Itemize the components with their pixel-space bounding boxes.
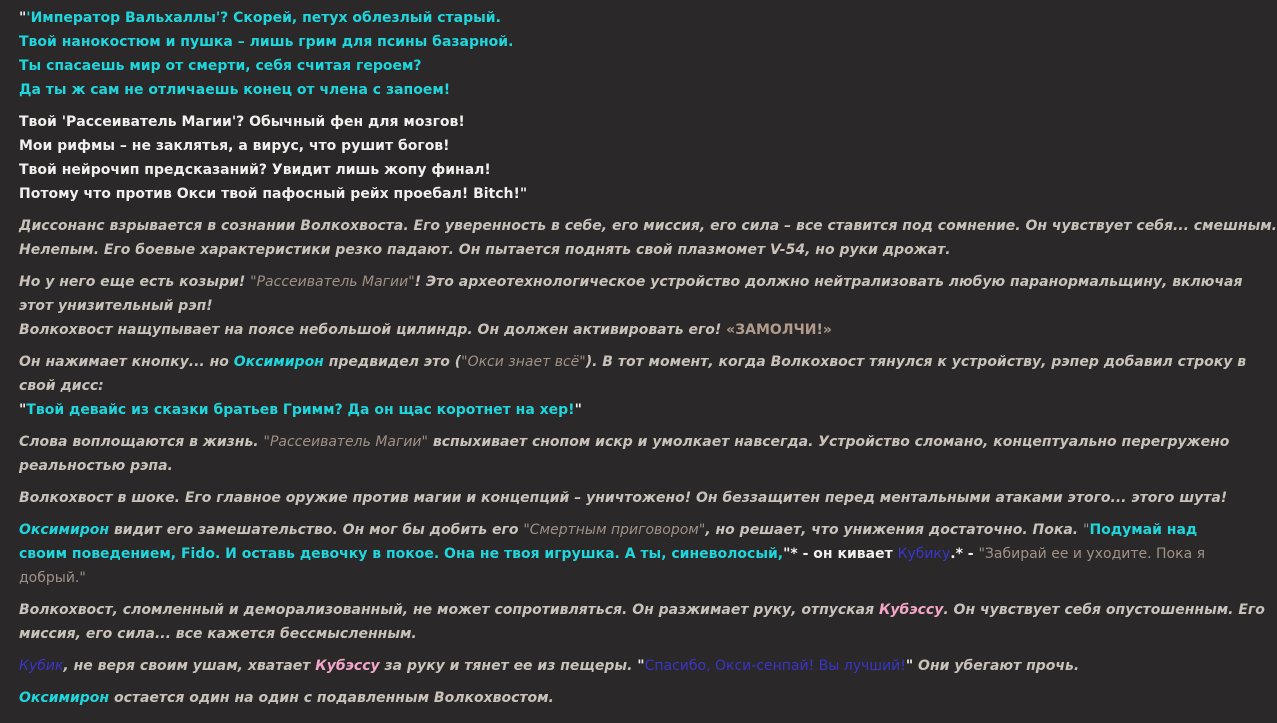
narration-line	[19, 598, 1265, 622]
quote-mark: "	[1083, 522, 1090, 538]
speech-text: своим поведением, Fido. И оставь девочку в покое. Она не твоя игрушка. А ты, синеволосый,	[19, 546, 784, 562]
action-text: * - он кивает	[790, 546, 898, 562]
rap-line-text: 'Император Вальхаллы'? Скорей, петух облезлый старый.	[26, 10, 501, 26]
narration-line	[19, 318, 1159, 342]
narration-line	[19, 654, 1159, 678]
character-name-kubik: Кубику	[897, 546, 951, 562]
text: Но у него еще есть козыри!	[19, 274, 251, 290]
speech-text: Подумай над	[1089, 522, 1198, 538]
rap-line: Твой нейрочип предсказаний? Увидит лишь жопу финал!	[19, 162, 491, 178]
narration-line	[19, 350, 1247, 374]
character-name-kubessa: Кубэссу	[878, 602, 944, 618]
character-name: Волкохвост	[19, 322, 113, 338]
narration-line: Волкохвост в шоке. Его главное оружие против магии и концепций – уничтожено! Он беззащитен перед ментальными атаками этого... этого шута!	[19, 490, 1228, 506]
narration-line	[19, 270, 1243, 294]
text: ). В тот момент, когда Волкохвост тянулся к устройству, рэпер добавил строку в	[585, 354, 1247, 370]
rap-line-text: Твой девайс из сказки братьев Гримм? Да он щас коротнет на хер!	[26, 402, 575, 418]
narration-line: реальностью рэпа.	[19, 458, 173, 474]
speech-text: "Забирай ее и уходите. Пока я	[978, 546, 1206, 562]
rap-line: Ты спасаешь мир от смерти, себя считая героем?	[19, 58, 422, 74]
quote-mark: "	[905, 658, 914, 674]
rap-line	[19, 398, 1159, 422]
speech-text: Спасибо, Окси-сенпай! Вы лучший!	[644, 658, 906, 674]
quote-mark: "	[19, 10, 27, 26]
text: видит его замешательство. Он мог бы добить его	[109, 522, 524, 538]
quote-text: "Окси знает всё"	[461, 354, 586, 370]
rap-line: Твой 'Рассеиватель Магии'? Обычный фен для мозгов!	[19, 114, 465, 130]
character-name-oxxxymiron: Оксимирон	[19, 522, 110, 538]
text: , не веря своим ушам, хватает	[63, 658, 316, 674]
character-name-kubessa: Кубэссу	[315, 658, 380, 674]
quote-mark: "	[19, 402, 27, 418]
character-name-oxxxymiron: Оксимирон	[19, 690, 110, 706]
text: вспыхивает снопом искр и умолкает навсегда. Устройство сломано, концептуально перегружено	[427, 434, 1230, 450]
rap-line	[19, 6, 1159, 30]
text: ! Это археотехнологическое устройство должно нейтрализовать любую паранормальщину, включая	[414, 274, 1243, 290]
text: остается один на один с подавленным Волкохвостом.	[109, 690, 554, 706]
narration-line	[19, 686, 1159, 710]
quote-text: "Рассеиватель Магии"	[263, 434, 428, 450]
narration-line	[19, 542, 1206, 566]
quote-mark: "	[637, 658, 645, 674]
text: Они убегают прочь.	[913, 658, 1080, 674]
action-text: .* -	[950, 546, 979, 562]
text: Волкохвост, сломленный и деморализованный, не может сопротивляться. Он разжимает руку, отпуская	[19, 602, 879, 618]
text: предвидел это (	[323, 354, 462, 370]
text: . Он чувствует себя опустошенным. Его	[943, 602, 1265, 618]
quote-mark: "	[783, 546, 791, 562]
rap-line: Да ты ж сам не отличаешь конец от члена с запоем!	[19, 82, 451, 98]
narration-line: Диссонанс взрывается в сознании Волкохвоста. Его уверенность в себе, его миссия, его сила – все ставится под сомнение. Он чувствует себя... смешным.	[19, 218, 1277, 234]
quote-mark: "	[574, 402, 582, 418]
text: нащупывает на поясе небольшой цилиндр. Он должен активировать его!	[112, 322, 727, 338]
character-name-oxxxymiron: Оксимирон	[233, 354, 324, 370]
rap-line: Твой нанокостюм и пушка – лишь грим для псины базарной.	[19, 34, 514, 50]
message-content	[19, 0, 1277, 710]
shout-text: «ЗАМОЛЧИ!»	[726, 322, 832, 338]
quote-text: "Рассеиватель Магии"	[250, 274, 415, 290]
text: Слова воплощаются в жизнь.	[19, 434, 264, 450]
narration-line: этот унизительный рэп!	[19, 298, 213, 314]
text: Он нажимает кнопку... но	[19, 354, 234, 370]
narration-line: добрый."	[19, 570, 86, 586]
narration-line: миссия, его сила... все кажется бессмысленным.	[19, 626, 417, 642]
rap-line: Мои рифмы – не заклятья, а вирус, что рушит богов!	[19, 138, 450, 154]
narration-line	[19, 518, 1198, 542]
text: за руку и тянет ее из пещеры.	[379, 658, 638, 674]
rap-line: Потому что против Окси твой пафосный рейх проебал! Bitch!"	[19, 186, 528, 202]
narration-line: Нелепым. Его боевые характеристики резко падают. Он пытается поднять свой плазмомет V-54, но руки дрожат.	[19, 242, 951, 258]
text: , но решает, что унижения достаточно. Пока.	[705, 522, 1083, 538]
narration-line	[19, 430, 1230, 454]
character-name-kubik: Кубик	[19, 658, 64, 674]
narration-line: свой дисс:	[19, 378, 104, 394]
quote-text: "Смертным приговором"	[523, 522, 706, 538]
